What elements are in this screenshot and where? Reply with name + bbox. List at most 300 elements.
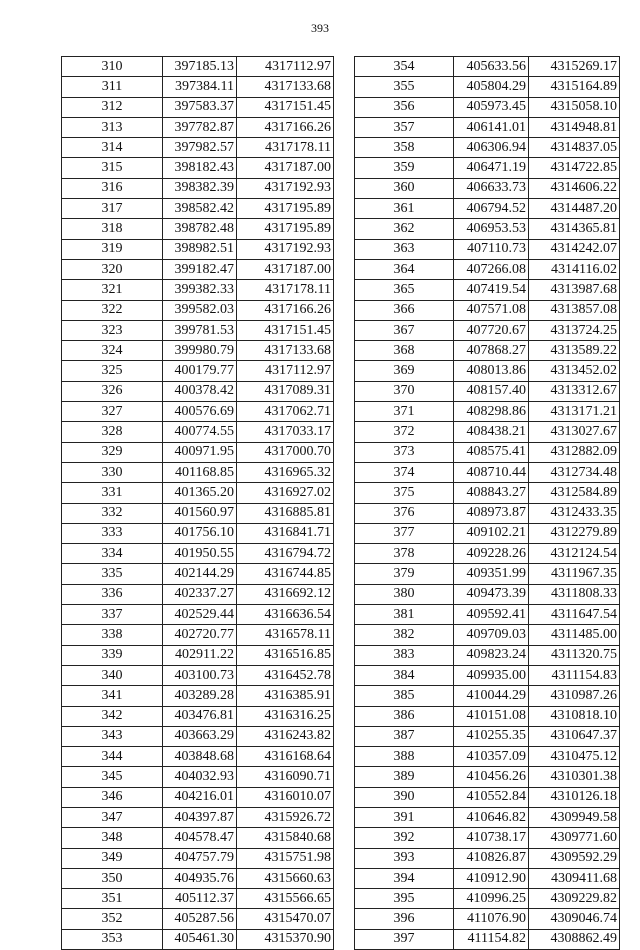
x-coordinate-cell: 410456.26 [454, 767, 529, 787]
x-coordinate-cell: 410255.35 [454, 726, 529, 746]
table-row [355, 767, 620, 787]
y-coordinate-cell: 4316927.02 [237, 483, 334, 503]
y-coordinate-cell: 4315058.10 [529, 97, 620, 117]
point-id-cell: 382 [355, 625, 454, 645]
x-coordinate-cell: 410738.17 [454, 828, 529, 848]
y-coordinate-cell: 4310475.12 [529, 747, 620, 767]
y-coordinate-cell: 4317187.00 [237, 259, 334, 279]
point-id-cell: 320 [62, 259, 163, 279]
x-coordinate-cell: 402720.77 [163, 625, 237, 645]
y-coordinate-cell: 4317033.17 [237, 422, 334, 442]
table-row [355, 422, 620, 442]
point-id-cell: 317 [62, 199, 163, 219]
y-coordinate-cell: 4313027.67 [529, 422, 620, 442]
x-coordinate-cell: 408710.44 [454, 462, 529, 482]
table-row [355, 178, 620, 198]
point-id-cell: 346 [62, 787, 163, 807]
x-coordinate-cell: 410912.90 [454, 868, 529, 888]
point-id-cell: 363 [355, 239, 454, 259]
table-row [355, 341, 620, 361]
x-coordinate-cell: 403663.29 [163, 726, 237, 746]
x-coordinate-cell: 399781.53 [163, 320, 237, 340]
x-coordinate-cell: 408157.40 [454, 381, 529, 401]
y-coordinate-cell: 4313857.08 [529, 300, 620, 320]
point-id-cell: 329 [62, 442, 163, 462]
table-row [62, 77, 334, 97]
x-coordinate-cell: 410151.08 [454, 706, 529, 726]
x-coordinate-cell: 398982.51 [163, 239, 237, 259]
table-row [62, 219, 334, 239]
x-coordinate-cell: 410826.87 [454, 848, 529, 868]
table-row [62, 645, 334, 665]
x-coordinate-cell: 401950.55 [163, 544, 237, 564]
y-coordinate-cell: 4316010.07 [237, 787, 334, 807]
y-coordinate-cell: 4312584.89 [529, 483, 620, 503]
point-id-cell: 324 [62, 341, 163, 361]
table-row [355, 605, 620, 625]
point-id-cell: 325 [62, 361, 163, 381]
point-id-cell: 354 [355, 57, 454, 77]
y-coordinate-cell: 4316636.54 [237, 605, 334, 625]
table-row [62, 929, 334, 949]
y-coordinate-cell: 4310301.38 [529, 767, 620, 787]
point-id-cell: 356 [355, 97, 454, 117]
y-coordinate-cell: 4315926.72 [237, 807, 334, 827]
y-coordinate-cell: 4316965.32 [237, 462, 334, 482]
point-id-cell: 332 [62, 503, 163, 523]
point-id-cell: 385 [355, 686, 454, 706]
table-row [62, 442, 334, 462]
point-id-cell: 353 [62, 929, 163, 949]
point-id-cell: 339 [62, 645, 163, 665]
table-row [355, 138, 620, 158]
x-coordinate-cell: 398782.48 [163, 219, 237, 239]
table-row [355, 259, 620, 279]
y-coordinate-cell: 4312882.09 [529, 442, 620, 462]
x-coordinate-cell: 400576.69 [163, 402, 237, 422]
y-coordinate-cell: 4317089.31 [237, 381, 334, 401]
table-row [355, 117, 620, 137]
x-coordinate-cell: 404216.01 [163, 787, 237, 807]
point-id-cell: 348 [62, 828, 163, 848]
y-coordinate-cell: 4309229.82 [529, 889, 620, 909]
point-id-cell: 326 [62, 381, 163, 401]
y-coordinate-cell: 4313724.25 [529, 320, 620, 340]
y-coordinate-cell: 4314837.05 [529, 138, 620, 158]
x-coordinate-cell: 404578.47 [163, 828, 237, 848]
y-coordinate-cell: 4309949.58 [529, 807, 620, 827]
y-coordinate-cell: 4308862.49 [529, 929, 620, 949]
table-row [62, 747, 334, 767]
x-coordinate-cell: 405633.56 [454, 57, 529, 77]
x-coordinate-cell: 397982.57 [163, 138, 237, 158]
y-coordinate-cell: 4316316.25 [237, 706, 334, 726]
x-coordinate-cell: 409709.03 [454, 625, 529, 645]
y-coordinate-cell: 4309411.68 [529, 868, 620, 888]
y-coordinate-cell: 4315751.98 [237, 848, 334, 868]
point-id-cell: 359 [355, 158, 454, 178]
y-coordinate-cell: 4317166.26 [237, 300, 334, 320]
point-id-cell: 321 [62, 280, 163, 300]
y-coordinate-cell: 4316794.72 [237, 544, 334, 564]
x-coordinate-cell: 401365.20 [163, 483, 237, 503]
table-row [355, 57, 620, 77]
x-coordinate-cell: 410044.29 [454, 686, 529, 706]
point-id-cell: 376 [355, 503, 454, 523]
point-id-cell: 333 [62, 523, 163, 543]
x-coordinate-cell: 409228.26 [454, 544, 529, 564]
y-coordinate-cell: 4317151.45 [237, 97, 334, 117]
coordinates-table-left [61, 56, 334, 950]
table-row [62, 807, 334, 827]
x-coordinate-cell: 400179.77 [163, 361, 237, 381]
table-row [355, 889, 620, 909]
y-coordinate-cell: 4316516.85 [237, 645, 334, 665]
table-row [355, 523, 620, 543]
point-id-cell: 378 [355, 544, 454, 564]
table-row [355, 645, 620, 665]
y-coordinate-cell: 4317192.93 [237, 178, 334, 198]
x-coordinate-cell: 410357.09 [454, 747, 529, 767]
point-id-cell: 335 [62, 564, 163, 584]
point-id-cell: 312 [62, 97, 163, 117]
point-id-cell: 341 [62, 686, 163, 706]
table-row [62, 158, 334, 178]
y-coordinate-cell: 4315269.17 [529, 57, 620, 77]
table-row [62, 767, 334, 787]
point-id-cell: 314 [62, 138, 163, 158]
y-coordinate-cell: 4314606.22 [529, 178, 620, 198]
point-id-cell: 311 [62, 77, 163, 97]
point-id-cell: 375 [355, 483, 454, 503]
point-id-cell: 334 [62, 544, 163, 564]
point-id-cell: 386 [355, 706, 454, 726]
point-id-cell: 374 [355, 462, 454, 482]
table-row [355, 747, 620, 767]
point-id-cell: 342 [62, 706, 163, 726]
table-row [62, 57, 334, 77]
point-id-cell: 369 [355, 361, 454, 381]
point-id-cell: 338 [62, 625, 163, 645]
table-row [355, 665, 620, 685]
table-row [62, 787, 334, 807]
x-coordinate-cell: 407110.73 [454, 239, 529, 259]
table-row [62, 909, 334, 929]
table-row [62, 706, 334, 726]
point-id-cell: 322 [62, 300, 163, 320]
y-coordinate-cell: 4316744.85 [237, 564, 334, 584]
table-row [355, 787, 620, 807]
x-coordinate-cell: 401560.97 [163, 503, 237, 523]
table-row [62, 726, 334, 746]
x-coordinate-cell: 407720.67 [454, 320, 529, 340]
x-coordinate-cell: 409351.99 [454, 564, 529, 584]
point-id-cell: 331 [62, 483, 163, 503]
point-id-cell: 389 [355, 767, 454, 787]
table-row [355, 77, 620, 97]
x-coordinate-cell: 408575.41 [454, 442, 529, 462]
table-row [355, 300, 620, 320]
x-coordinate-cell: 398182.43 [163, 158, 237, 178]
table-row [62, 686, 334, 706]
point-id-cell: 384 [355, 665, 454, 685]
point-id-cell: 365 [355, 280, 454, 300]
table-row [62, 483, 334, 503]
x-coordinate-cell: 406141.01 [454, 117, 529, 137]
table-row [62, 828, 334, 848]
point-id-cell: 392 [355, 828, 454, 848]
y-coordinate-cell: 4316578.11 [237, 625, 334, 645]
table-body [355, 57, 620, 950]
table-row [62, 280, 334, 300]
table-row [62, 178, 334, 198]
x-coordinate-cell: 404397.87 [163, 807, 237, 827]
point-id-cell: 349 [62, 848, 163, 868]
table-row [62, 300, 334, 320]
x-coordinate-cell: 406794.52 [454, 199, 529, 219]
table-row [62, 199, 334, 219]
x-coordinate-cell: 411076.90 [454, 909, 529, 929]
x-coordinate-cell: 403476.81 [163, 706, 237, 726]
table-row [355, 280, 620, 300]
y-coordinate-cell: 4317187.00 [237, 158, 334, 178]
point-id-cell: 319 [62, 239, 163, 259]
x-coordinate-cell: 400774.55 [163, 422, 237, 442]
y-coordinate-cell: 4313987.68 [529, 280, 620, 300]
table-row [355, 381, 620, 401]
table-row [62, 341, 334, 361]
table-row [62, 665, 334, 685]
y-coordinate-cell: 4317133.68 [237, 341, 334, 361]
x-coordinate-cell: 409823.24 [454, 645, 529, 665]
x-coordinate-cell: 410646.82 [454, 807, 529, 827]
table-row [62, 402, 334, 422]
point-id-cell: 343 [62, 726, 163, 746]
y-coordinate-cell: 4315370.90 [237, 929, 334, 949]
table-row [62, 259, 334, 279]
point-id-cell: 373 [355, 442, 454, 462]
x-coordinate-cell: 399382.33 [163, 280, 237, 300]
x-coordinate-cell: 408843.27 [454, 483, 529, 503]
x-coordinate-cell: 403289.28 [163, 686, 237, 706]
x-coordinate-cell: 402144.29 [163, 564, 237, 584]
point-id-cell: 351 [62, 889, 163, 909]
table-row [62, 422, 334, 442]
point-id-cell: 371 [355, 402, 454, 422]
y-coordinate-cell: 4317195.89 [237, 199, 334, 219]
y-coordinate-cell: 4310647.37 [529, 726, 620, 746]
point-id-cell: 380 [355, 584, 454, 604]
y-coordinate-cell: 4313452.02 [529, 361, 620, 381]
y-coordinate-cell: 4314242.07 [529, 239, 620, 259]
point-id-cell: 358 [355, 138, 454, 158]
y-coordinate-cell: 4317133.68 [237, 77, 334, 97]
y-coordinate-cell: 4316692.12 [237, 584, 334, 604]
y-coordinate-cell: 4310987.26 [529, 686, 620, 706]
y-coordinate-cell: 4309046.74 [529, 909, 620, 929]
point-id-cell: 381 [355, 605, 454, 625]
point-id-cell: 328 [62, 422, 163, 442]
y-coordinate-cell: 4310818.10 [529, 706, 620, 726]
y-coordinate-cell: 4311808.33 [529, 584, 620, 604]
y-coordinate-cell: 4315840.68 [237, 828, 334, 848]
table-row [355, 442, 620, 462]
table-row [355, 848, 620, 868]
point-id-cell: 396 [355, 909, 454, 929]
table-row [355, 97, 620, 117]
point-id-cell: 397 [355, 929, 454, 949]
point-id-cell: 340 [62, 665, 163, 685]
point-id-cell: 355 [355, 77, 454, 97]
table-row [355, 320, 620, 340]
point-id-cell: 390 [355, 787, 454, 807]
x-coordinate-cell: 398582.42 [163, 199, 237, 219]
y-coordinate-cell: 4317000.70 [237, 442, 334, 462]
table-row [355, 483, 620, 503]
x-coordinate-cell: 406306.94 [454, 138, 529, 158]
table-row [355, 158, 620, 178]
x-coordinate-cell: 404935.76 [163, 868, 237, 888]
x-coordinate-cell: 409102.21 [454, 523, 529, 543]
x-coordinate-cell: 410996.25 [454, 889, 529, 909]
point-id-cell: 352 [62, 909, 163, 929]
y-coordinate-cell: 4315566.65 [237, 889, 334, 909]
point-id-cell: 366 [355, 300, 454, 320]
x-coordinate-cell: 406953.53 [454, 219, 529, 239]
y-coordinate-cell: 4317112.97 [237, 57, 334, 77]
x-coordinate-cell: 405804.29 [454, 77, 529, 97]
table-row [355, 625, 620, 645]
point-id-cell: 337 [62, 605, 163, 625]
table-row [62, 848, 334, 868]
point-id-cell: 388 [355, 747, 454, 767]
point-id-cell: 318 [62, 219, 163, 239]
x-coordinate-cell: 400378.42 [163, 381, 237, 401]
x-coordinate-cell: 411154.82 [454, 929, 529, 949]
x-coordinate-cell: 409935.00 [454, 665, 529, 685]
x-coordinate-cell: 399582.03 [163, 300, 237, 320]
x-coordinate-cell: 407868.27 [454, 341, 529, 361]
x-coordinate-cell: 405287.56 [163, 909, 237, 929]
point-id-cell: 395 [355, 889, 454, 909]
point-id-cell: 313 [62, 117, 163, 137]
table-row [355, 828, 620, 848]
x-coordinate-cell: 399182.47 [163, 259, 237, 279]
x-coordinate-cell: 407571.08 [454, 300, 529, 320]
y-coordinate-cell: 4317062.71 [237, 402, 334, 422]
table-row [355, 462, 620, 482]
table-row [355, 929, 620, 949]
y-coordinate-cell: 4316885.81 [237, 503, 334, 523]
x-coordinate-cell: 405112.37 [163, 889, 237, 909]
table-row [62, 97, 334, 117]
table-row [62, 564, 334, 584]
x-coordinate-cell: 400971.95 [163, 442, 237, 462]
page-number: 393 [311, 21, 329, 35]
y-coordinate-cell: 4317178.11 [237, 280, 334, 300]
table-row [62, 584, 334, 604]
table-row [355, 909, 620, 929]
y-coordinate-cell: 4316090.71 [237, 767, 334, 787]
y-coordinate-cell: 4317192.93 [237, 239, 334, 259]
table-row [62, 117, 334, 137]
table-row [355, 706, 620, 726]
x-coordinate-cell: 406471.19 [454, 158, 529, 178]
table-row [355, 807, 620, 827]
x-coordinate-cell: 409473.39 [454, 584, 529, 604]
x-coordinate-cell: 397384.11 [163, 77, 237, 97]
x-coordinate-cell: 407419.54 [454, 280, 529, 300]
y-coordinate-cell: 4317195.89 [237, 219, 334, 239]
y-coordinate-cell: 4314365.81 [529, 219, 620, 239]
table-row [355, 564, 620, 584]
table-row [62, 625, 334, 645]
coordinates-table-right [354, 56, 620, 950]
y-coordinate-cell: 4317151.45 [237, 320, 334, 340]
point-id-cell: 315 [62, 158, 163, 178]
x-coordinate-cell: 405973.45 [454, 97, 529, 117]
table-row [355, 686, 620, 706]
y-coordinate-cell: 4316168.64 [237, 747, 334, 767]
y-coordinate-cell: 4316452.78 [237, 665, 334, 685]
y-coordinate-cell: 4312279.89 [529, 523, 620, 543]
y-coordinate-cell: 4315660.63 [237, 868, 334, 888]
y-coordinate-cell: 4311320.75 [529, 645, 620, 665]
y-coordinate-cell: 4315470.07 [237, 909, 334, 929]
point-id-cell: 379 [355, 564, 454, 584]
point-id-cell: 370 [355, 381, 454, 401]
x-coordinate-cell: 402911.22 [163, 645, 237, 665]
x-coordinate-cell: 402529.44 [163, 605, 237, 625]
table-row [355, 503, 620, 523]
point-id-cell: 368 [355, 341, 454, 361]
table-row [62, 138, 334, 158]
table-row [355, 868, 620, 888]
x-coordinate-cell: 409592.41 [454, 605, 529, 625]
point-id-cell: 350 [62, 868, 163, 888]
x-coordinate-cell: 408438.21 [454, 422, 529, 442]
point-id-cell: 383 [355, 645, 454, 665]
table-row [62, 381, 334, 401]
y-coordinate-cell: 4316841.71 [237, 523, 334, 543]
x-coordinate-cell: 399980.79 [163, 341, 237, 361]
x-coordinate-cell: 401168.85 [163, 462, 237, 482]
y-coordinate-cell: 4313589.22 [529, 341, 620, 361]
table-row [62, 544, 334, 564]
x-coordinate-cell: 410552.84 [454, 787, 529, 807]
table-row [355, 239, 620, 259]
y-coordinate-cell: 4315164.89 [529, 77, 620, 97]
point-id-cell: 387 [355, 726, 454, 746]
x-coordinate-cell: 397185.13 [163, 57, 237, 77]
x-coordinate-cell: 408973.87 [454, 503, 529, 523]
table-row [62, 239, 334, 259]
x-coordinate-cell: 402337.27 [163, 584, 237, 604]
point-id-cell: 357 [355, 117, 454, 137]
point-id-cell: 316 [62, 178, 163, 198]
x-coordinate-cell: 407266.08 [454, 259, 529, 279]
y-coordinate-cell: 4314116.02 [529, 259, 620, 279]
table-row [62, 462, 334, 482]
point-id-cell: 361 [355, 199, 454, 219]
y-coordinate-cell: 4311967.35 [529, 564, 620, 584]
x-coordinate-cell: 403848.68 [163, 747, 237, 767]
point-id-cell: 367 [355, 320, 454, 340]
point-id-cell: 330 [62, 462, 163, 482]
x-coordinate-cell: 405461.30 [163, 929, 237, 949]
point-id-cell: 360 [355, 178, 454, 198]
y-coordinate-cell: 4317178.11 [237, 138, 334, 158]
